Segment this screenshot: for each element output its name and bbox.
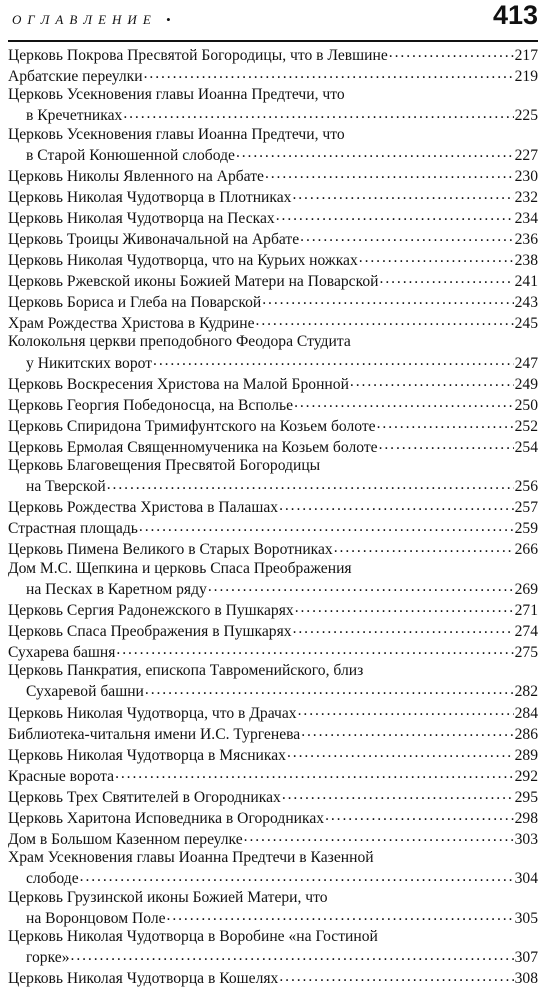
toc-entry-title: Церковь Усекновения главы Иоанна Предтечи, что xyxy=(8,86,345,104)
dot-leader xyxy=(287,744,514,760)
toc-entry-title: Церковь Бориса и Глеба на Поварской xyxy=(8,293,262,311)
toc-entry-title: Церковь Николая Чудотворца на Песках xyxy=(8,209,275,227)
toc-entry-title: в Кречетниках xyxy=(26,107,123,125)
dot-leader xyxy=(350,373,514,389)
dot-leader xyxy=(123,105,513,121)
toc-entry-continuation-line xyxy=(8,352,538,373)
toc-entry-title: Церковь Панкратия, епископа Тавроменийского, близ xyxy=(8,662,364,680)
toc-entry-continuation-line xyxy=(8,947,538,968)
toc-entry-title: Церковь Николая Чудотворца, что на Курьих ножках xyxy=(8,251,358,269)
toc-entry-title: Церковь Грузинской иконы Божией Матери, что xyxy=(8,888,328,906)
toc-entry-title: Церковь Николая Чудотворца в Плотниках xyxy=(8,188,292,206)
toc-entry xyxy=(8,249,538,270)
toc-entry-page: 284 xyxy=(514,704,538,722)
dot-leader xyxy=(236,144,514,160)
toc-entry-title-line xyxy=(8,968,538,989)
dot-leader xyxy=(153,352,514,368)
dot-leader xyxy=(298,702,514,718)
dot-leader xyxy=(293,620,514,636)
toc-entry-title-line xyxy=(8,765,538,786)
toc-entry-page: 230 xyxy=(514,167,538,185)
toc-entry xyxy=(8,126,538,166)
dot-leader xyxy=(301,723,513,739)
toc-entry-page: 254 xyxy=(514,438,538,456)
dot-leader xyxy=(107,476,514,492)
toc-entry-title: Церковь Николая Чудотворца в Воробине «на Гостиной xyxy=(8,928,378,946)
dot-leader xyxy=(256,312,514,328)
toc-entry-title: Церковь Сергия Радонежского в Пушкарях xyxy=(8,601,294,619)
toc-entry-title-line xyxy=(8,165,538,186)
toc-entry xyxy=(8,599,538,620)
toc-entry-title-line xyxy=(8,889,538,907)
toc-entry-continuation-line xyxy=(8,476,538,497)
toc-entry-page: 305 xyxy=(514,909,538,927)
toc-entry xyxy=(8,620,538,641)
toc-entry-title-line xyxy=(8,291,538,312)
page-number: 413 xyxy=(492,0,538,30)
toc-entry xyxy=(8,333,538,373)
toc-entry-page: 269 xyxy=(514,580,538,598)
toc-entry xyxy=(8,415,538,436)
toc-entry xyxy=(8,560,538,600)
toc-entry xyxy=(8,291,538,312)
toc-entry-title-line xyxy=(8,457,538,475)
toc-entry-page: 286 xyxy=(514,725,538,743)
toc-entry-page: 292 xyxy=(514,767,538,785)
toc-entry-page: 282 xyxy=(514,683,538,701)
toc-entry-title: Церковь Спиридона Тримифунтского на Козьем болоте xyxy=(8,417,376,435)
toc-entry-title-line xyxy=(8,807,538,828)
toc-entry-page: 308 xyxy=(514,970,538,988)
toc-entry-title: Церковь Харитона Исповедника в Огородниках xyxy=(8,809,325,827)
dot-leader xyxy=(71,947,514,963)
toc-entry xyxy=(8,702,538,723)
toc-entry-title: Церковь Трех Святителей в Огородниках xyxy=(8,788,281,806)
toc-entry-page: 266 xyxy=(514,541,538,559)
toc-entry-title: Церковь Воскресения Христова на Малой Бронной xyxy=(8,375,349,393)
toc-entry-title-line xyxy=(8,186,538,207)
toc-entry-title: Церковь Благовещения Пресвятой Богородицы xyxy=(8,457,321,475)
toc-entry xyxy=(8,723,538,744)
toc-entry-title-line xyxy=(8,312,538,333)
toc-entry-page: 227 xyxy=(514,146,538,164)
toc-entry-title-line xyxy=(8,373,538,394)
toc-entry xyxy=(8,457,538,497)
toc-entry-title: Библиотека-читальня имени И.С. Тургенева xyxy=(8,725,301,743)
toc-entry-title-line xyxy=(8,786,538,807)
dot-leader xyxy=(167,907,514,923)
dot-leader xyxy=(389,44,514,60)
dot-leader xyxy=(139,518,514,534)
toc-entry-continuation-line xyxy=(8,681,538,702)
toc-entry-title: Церковь Николая Чудотворца в Кошелях xyxy=(8,970,279,988)
dot-leader xyxy=(279,497,514,513)
toc-entry-page: 274 xyxy=(514,622,538,640)
toc-entry-title-line xyxy=(8,497,538,518)
toc-entry xyxy=(8,765,538,786)
toc-entry xyxy=(8,207,538,228)
toc-entry-page: 275 xyxy=(514,643,538,661)
toc-entry-title-line xyxy=(8,394,538,415)
dot-leader xyxy=(379,436,514,452)
toc-entry-title-line xyxy=(8,228,538,249)
toc-entry-page: 217 xyxy=(514,46,538,64)
toc-entry-page: 249 xyxy=(514,375,538,393)
toc-entry-title-line xyxy=(8,849,538,867)
toc-entry-title: у Никитских ворот xyxy=(26,354,153,372)
dot-leader xyxy=(325,807,514,823)
toc-entry-title: Страстная площадь xyxy=(8,520,138,538)
toc-entry-page: 247 xyxy=(514,354,538,372)
toc-entry-title-line xyxy=(8,415,538,436)
toc-entry xyxy=(8,539,538,560)
dot-leader xyxy=(145,681,514,697)
toc-entry-title: слободе xyxy=(26,870,79,888)
toc-entry-title: Арбатские переулки xyxy=(8,67,143,85)
toc-entry-title: Церковь Ржевской иконы Божией Матери на Поварской xyxy=(8,272,379,290)
toc-entry-title-line xyxy=(8,270,538,291)
dot-leader xyxy=(377,415,514,431)
dot-leader xyxy=(116,641,513,657)
toc-entry-title-line xyxy=(8,641,538,662)
toc-entry-page: 298 xyxy=(514,809,538,827)
toc-entry-title: Церковь Спаса Преображения в Пушкарях xyxy=(8,622,292,640)
dot-leader xyxy=(276,207,514,223)
toc-entry-title: Церковь Георгия Победоносца, на Всполье xyxy=(8,396,294,414)
toc-entry-title-line xyxy=(8,333,538,351)
toc-entry-title-line xyxy=(8,249,538,270)
toc-entry-title: Церковь Николая Чудотворца, что в Драчах xyxy=(8,704,297,722)
toc-entry-title-line xyxy=(8,65,538,86)
toc-entry xyxy=(8,828,538,849)
table-of-contents xyxy=(8,44,538,989)
toc-entry-title: Церковь Покрова Пресвятой Богородицы, что в Левшине xyxy=(8,46,388,64)
toc-entry-page: 257 xyxy=(514,499,538,517)
toc-entry xyxy=(8,744,538,765)
toc-entry-title-line xyxy=(8,928,538,946)
toc-entry-page: 219 xyxy=(514,67,538,85)
toc-entry-page: 250 xyxy=(514,396,538,414)
toc-entry-title: в Старой Конюшенной слободе xyxy=(26,146,235,164)
toc-entry-page: 307 xyxy=(514,949,538,967)
toc-entry xyxy=(8,928,538,968)
toc-entry xyxy=(8,394,538,415)
dot-leader xyxy=(294,394,514,410)
toc-entry-continuation-line xyxy=(8,578,538,599)
running-title: ОГЛАВЛЕНИЕ • xyxy=(12,12,177,27)
toc-entry xyxy=(8,497,538,518)
dot-leader xyxy=(208,578,514,594)
toc-entry-page: 232 xyxy=(514,188,538,206)
toc-entry-title-line xyxy=(8,702,538,723)
toc-entry-page: 295 xyxy=(514,788,538,806)
toc-entry-page: 245 xyxy=(514,315,538,333)
dot-leader xyxy=(359,249,514,265)
toc-entry-title-line xyxy=(8,207,538,228)
toc-entry-title-line xyxy=(8,560,538,578)
toc-entry xyxy=(8,270,538,291)
toc-entry xyxy=(8,312,538,333)
toc-entry-page: 236 xyxy=(514,230,538,248)
toc-entry-continuation-line xyxy=(8,907,538,928)
dot-leader xyxy=(115,765,514,781)
toc-entry-title: Церковь Рождества Христова в Палашах xyxy=(8,499,279,517)
toc-entry-page: 243 xyxy=(514,293,538,311)
toc-entry-title: на Тверской xyxy=(26,478,106,496)
toc-entry xyxy=(8,86,538,126)
toc-entry xyxy=(8,662,538,702)
toc-entry-page: 271 xyxy=(514,601,538,619)
toc-entry-page: 304 xyxy=(514,870,538,888)
toc-entry-title: Церковь Троицы Живоначальной на Арбате xyxy=(8,230,300,248)
dot-leader xyxy=(279,968,513,984)
toc-entry-title: Красные ворота xyxy=(8,767,115,785)
toc-entry xyxy=(8,807,538,828)
toc-entry-title: Храм Усекновения главы Иоанна Предтечи в Казенной xyxy=(8,849,374,867)
toc-entry-title-line xyxy=(8,518,538,539)
toc-entry-title-line xyxy=(8,126,538,144)
toc-entry-title: на Песках в Каретном ряду xyxy=(26,580,207,598)
toc-entry-title-line xyxy=(8,620,538,641)
toc-entry-title-line xyxy=(8,539,538,560)
toc-entry xyxy=(8,641,538,662)
dot-leader xyxy=(380,270,514,286)
running-head xyxy=(8,0,538,42)
toc-entry-title-line xyxy=(8,744,538,765)
toc-entry-title-line xyxy=(8,86,538,104)
toc-entry-title: Церковь Ермолая Священномученика на Козьем болоте xyxy=(8,438,378,456)
toc-entry-title: Церковь Николая Чудотворца в Мясниках xyxy=(8,746,286,764)
toc-entry-page: 238 xyxy=(514,251,538,269)
toc-entry-title: Церковь Николы Явленного на Арбате xyxy=(8,167,264,185)
toc-entry-page: 252 xyxy=(514,417,538,435)
toc-entry xyxy=(8,186,538,207)
toc-entry xyxy=(8,65,538,86)
toc-entry-title: Дом в Большом Казенном переулке xyxy=(8,830,243,848)
toc-entry-continuation-line xyxy=(8,868,538,889)
toc-entry-page: 303 xyxy=(514,830,538,848)
toc-entry-continuation-line xyxy=(8,144,538,165)
toc-entry-title-line xyxy=(8,662,538,680)
toc-entry xyxy=(8,849,538,889)
toc-entry-title: Сухаревой башни xyxy=(26,683,144,701)
toc-entry-page: 289 xyxy=(514,746,538,764)
dot-leader xyxy=(334,539,514,555)
dot-leader xyxy=(265,165,514,181)
dot-leader xyxy=(282,786,514,802)
toc-entry-page: 234 xyxy=(514,209,538,227)
toc-entry xyxy=(8,44,538,65)
dot-leader xyxy=(144,65,514,81)
toc-entry-page: 241 xyxy=(514,272,538,290)
dot-leader xyxy=(262,291,513,307)
toc-entry xyxy=(8,968,538,989)
toc-entry xyxy=(8,786,538,807)
toc-entry-title: Храм Рождества Христова в Кудрине xyxy=(8,315,255,333)
toc-entry-title: Церковь Усекновения главы Иоанна Предтечи, что xyxy=(8,125,345,143)
toc-entry-title: на Воронцовом Поле xyxy=(26,909,166,927)
toc-entry-title-line xyxy=(8,599,538,620)
toc-entry-title: Дом М.С. Щепкина и церковь Спаса Преображения xyxy=(8,559,352,577)
toc-entry xyxy=(8,228,538,249)
toc-entry-title-line xyxy=(8,723,538,744)
dot-leader xyxy=(292,186,513,202)
dot-leader xyxy=(300,228,513,244)
toc-entry-title: Колокольня церкви преподобного Феодора Студита xyxy=(8,333,351,351)
toc-entry-title-line xyxy=(8,44,538,65)
toc-entry-page: 259 xyxy=(514,520,538,538)
toc-entry-title-line xyxy=(8,436,538,457)
dot-leader xyxy=(295,599,514,615)
toc-entry xyxy=(8,436,538,457)
toc-entry xyxy=(8,165,538,186)
dot-leader xyxy=(244,828,514,844)
toc-entry-title: Сухарева башня xyxy=(8,643,116,661)
toc-entry-title: горке» xyxy=(26,949,70,967)
toc-entry-title-line xyxy=(8,828,538,849)
toc-entry xyxy=(8,518,538,539)
toc-entry xyxy=(8,889,538,929)
toc-entry-page: 225 xyxy=(514,107,538,125)
toc-entry xyxy=(8,373,538,394)
dot-leader xyxy=(80,868,514,884)
toc-entry-title: Церковь Пимена Великого в Старых Воротниках xyxy=(8,541,333,559)
toc-entry-page: 256 xyxy=(514,478,538,496)
toc-entry-continuation-line xyxy=(8,105,538,126)
